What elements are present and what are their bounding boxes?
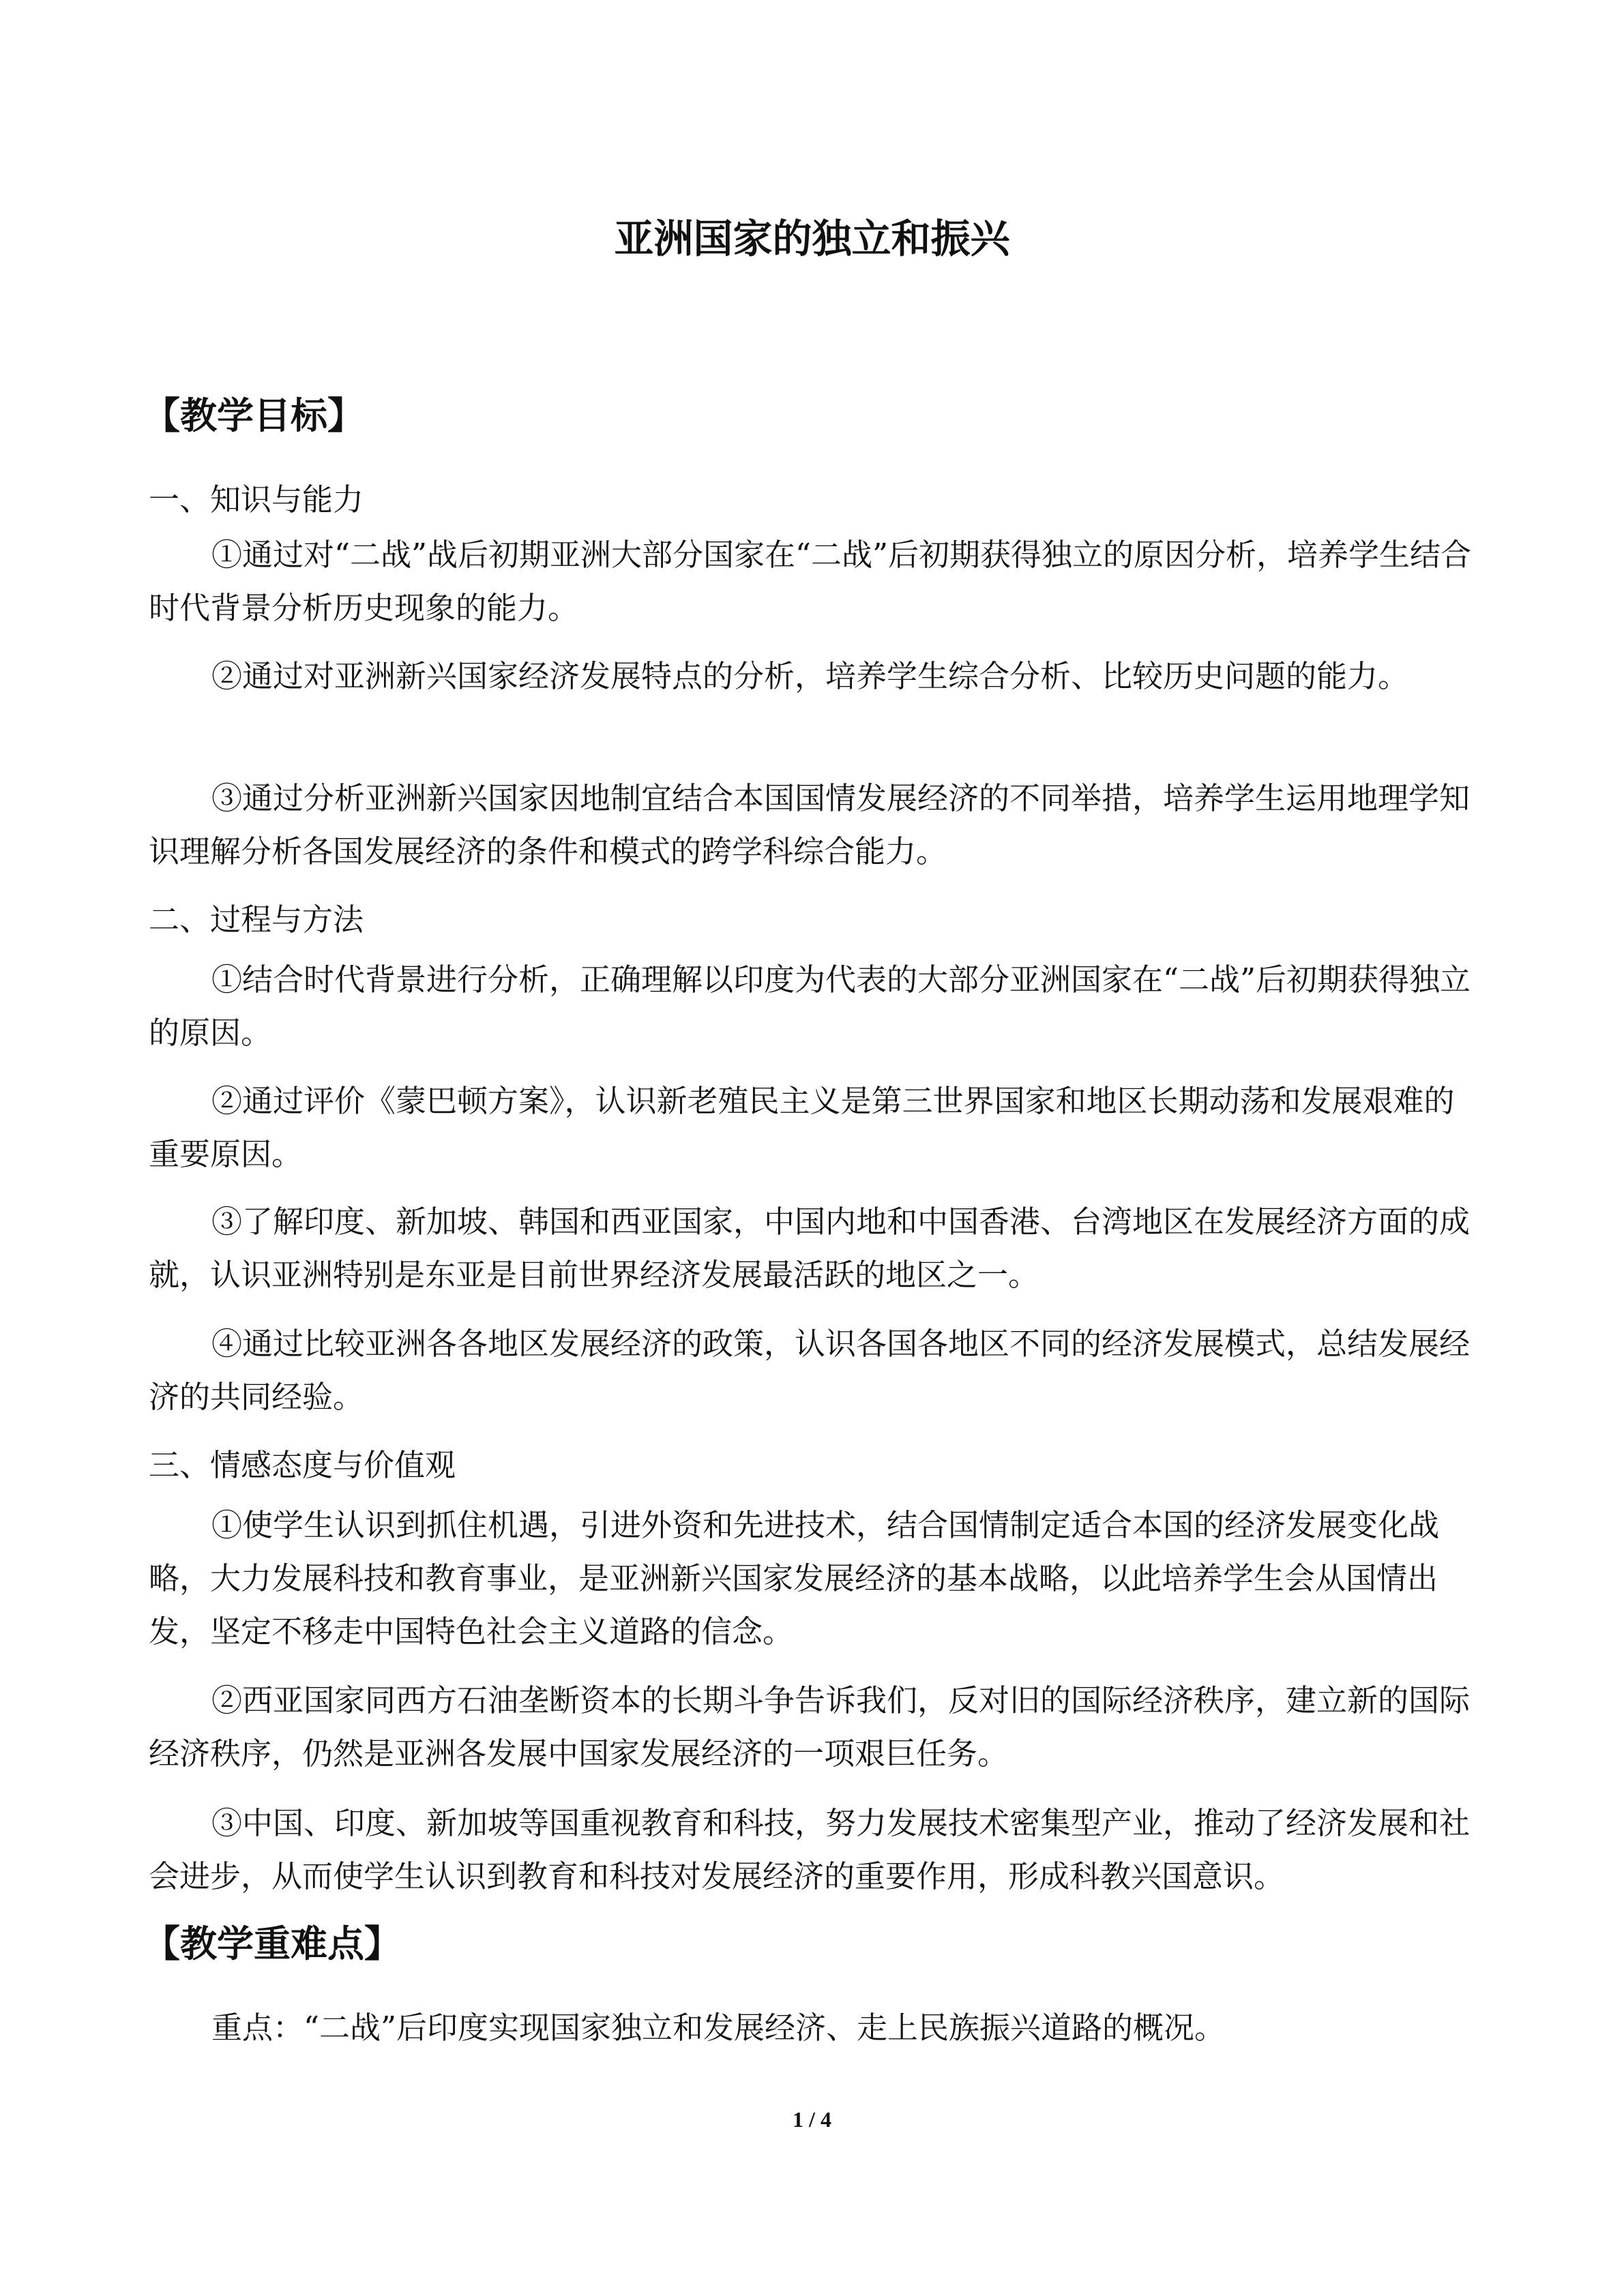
subheading-values: 三、情感态度与价值观 <box>149 1447 456 1483</box>
process-item-3: ③了解印度、新加坡、韩国和西亚国家，中国内地和中国香港、台湾地区在发展经济方面的成就，认识亚洲特别是东亚是目前世界经济发展最活跃的地区之一。 <box>149 1204 1471 1293</box>
values-item-3: ③中国、印度、新加坡等国重视教育和科技，努力发展技术密集型产业，推动了经济发展和社会进步，从而使学生认识到教育和科技对发展经济的重要作用，形成科教兴国意识。 <box>149 1805 1471 1894</box>
document-title: 亚洲国家的独立和振兴 <box>614 215 1010 262</box>
process-item-1: ①结合时代背景进行分析，正确理解以印度为代表的大部分亚洲国家在“二战”后初期获得独立的原因。 <box>149 961 1471 1051</box>
key-points-focus: 重点：“二战”后印度实现国家独立和发展经济、走上民族振兴道路的概况。 <box>211 2010 1226 2046</box>
process-item-4: ④通过比较亚洲各各地区发展经济的政策，认识各国各地区不同的经济发展模式，总结发展经济的共同经验。 <box>149 1326 1471 1415</box>
process-item-2: ②通过评价《蒙巴顿方案》，认识新老殖民主义是第三世界国家和地区长期动荡和发展艰难的重要原因。 <box>149 1083 1455 1172</box>
knowledge-item-1: ①通过对“二战”战后初期亚洲大部分国家在“二战”后初期获得独立的原因分析，培养学生结合时代背景分析历史现象的能力。 <box>149 537 1472 626</box>
section-heading-objectives: 【教学目标】 <box>143 394 364 437</box>
knowledge-item-2: ②通过对亚洲新兴国家经济发展特点的分析，培养学生综合分析、比较历史问题的能力。 <box>211 658 1409 694</box>
values-item-2: ②西亚国家同西方石油垄断资本的长期斗争告诉我们，反对旧的国际经济秩序，建立新的国际经济秩序，仍然是亚洲各发展中国家发展经济的一项艰巨任务。 <box>149 1682 1471 1772</box>
page-number: 1 / 4 <box>793 2107 831 2132</box>
knowledge-item-3: ③通过分析亚洲新兴国家因地制宜结合本国国情发展经济的不同举措，培养学生运用地理学知识理解分析各国发展经济的条件和模式的跨学科综合能力。 <box>149 780 1471 869</box>
section-heading-key-points: 【教学重难点】 <box>143 1922 401 1965</box>
subheading-process: 二、过程与方法 <box>149 901 364 938</box>
values-item-1: ①使学生认识到抓住机遇，引进外资和先进技术，结合国情制定适合本国的经济发展变化战略，大力发展科技和教育事业，是亚洲新兴国家发展经济的基本战略，以此培养学生会从国情出发，坚定不移走中国特色社会主义道路的信念。 <box>149 1507 1440 1650</box>
subheading-knowledge: 一、知识与能力 <box>149 481 364 518</box>
